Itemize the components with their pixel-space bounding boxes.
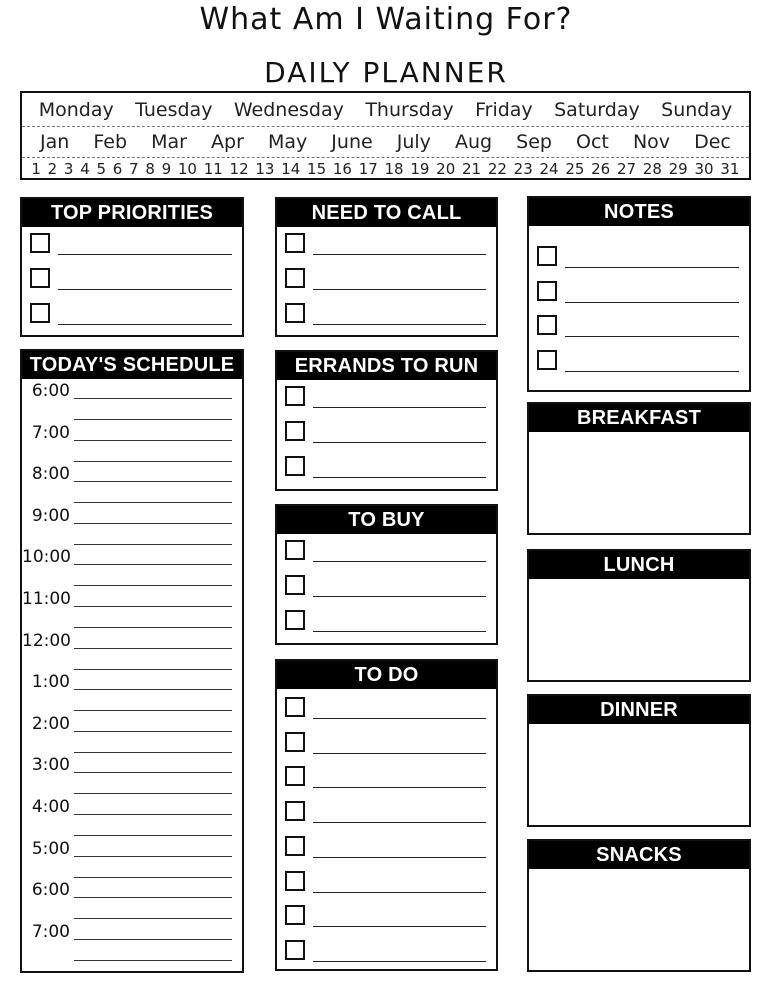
to-buy-header: TO BUY (277, 506, 496, 534)
checkbox[interactable] (285, 540, 305, 560)
date-option[interactable]: 23 (513, 160, 533, 178)
page-subtitle: DAILY PLANNER (264, 56, 508, 89)
date-option[interactable]: 3 (63, 160, 74, 178)
checklist-item (537, 315, 739, 339)
schedule-line[interactable] (74, 523, 232, 524)
checklist-item (285, 940, 486, 964)
lunch-panel (527, 549, 751, 682)
schedule-half-line[interactable] (74, 544, 232, 545)
checkbox[interactable] (537, 246, 557, 266)
schedule-time: 7:00 (31, 422, 70, 443)
schedule-time: 8:00 (31, 464, 70, 485)
write-in-line[interactable] (313, 857, 486, 858)
month-option[interactable]: Jan (40, 131, 70, 153)
checkbox[interactable] (285, 732, 305, 752)
checkbox[interactable] (285, 303, 305, 323)
schedule-half-line[interactable] (74, 627, 232, 628)
month-option[interactable]: May (267, 131, 308, 153)
date-option[interactable]: 31 (720, 160, 740, 178)
snacks-panel (527, 839, 751, 972)
checklist-item (285, 905, 486, 929)
lunch-header: LUNCH (529, 551, 749, 579)
write-in-line[interactable] (58, 254, 232, 255)
write-in-line[interactable] (313, 631, 486, 632)
write-in-line[interactable] (313, 477, 486, 478)
checklist-item (285, 610, 486, 634)
checklist-item (285, 697, 486, 721)
month-option[interactable]: Nov (632, 131, 671, 153)
schedule-half-line[interactable] (74, 960, 232, 961)
checkbox[interactable] (285, 421, 305, 441)
date-number-row (22, 158, 749, 180)
checklist-item (285, 801, 486, 825)
checkbox[interactable] (30, 233, 50, 253)
date-option[interactable]: 9 (161, 160, 172, 178)
checklist-item (285, 575, 486, 599)
schedule-line[interactable] (74, 772, 232, 773)
month-row (22, 127, 749, 158)
checklist-item (537, 350, 739, 374)
date-option[interactable]: 17 (358, 160, 378, 178)
date-option[interactable]: 21 (462, 160, 482, 178)
schedule-time: 5:00 (31, 838, 70, 859)
schedule-line[interactable] (74, 481, 232, 482)
schedule-half-line[interactable] (74, 752, 232, 753)
write-in-line[interactable] (313, 892, 486, 893)
write-in-line[interactable] (313, 289, 486, 290)
dinner-panel (527, 694, 751, 827)
schedule-half-line[interactable] (74, 461, 232, 462)
checkbox[interactable] (285, 575, 305, 595)
schedule-half-line[interactable] (74, 710, 232, 711)
date-option[interactable]: 19 (410, 160, 430, 178)
month-option[interactable]: Mar (151, 131, 187, 153)
write-in-line[interactable] (313, 787, 486, 788)
top-priorities-panel (20, 197, 244, 337)
date-option[interactable]: 25 (565, 160, 585, 178)
write-in-line[interactable] (565, 267, 739, 268)
month-option[interactable]: Aug (454, 131, 493, 153)
checkbox[interactable] (285, 766, 305, 786)
date-option[interactable]: 16 (332, 160, 352, 178)
day-option[interactable]: Friday (475, 98, 533, 121)
checkbox[interactable] (30, 303, 50, 323)
schedule-time: 3:00 (31, 755, 70, 776)
to-do-panel (275, 659, 498, 971)
month-option[interactable]: Sep (516, 131, 552, 153)
errands-to-run-header: ERRANDS TO RUN (277, 352, 496, 380)
checklist-item (285, 233, 486, 257)
day-option[interactable]: Monday (38, 98, 114, 121)
write-in-line[interactable] (58, 289, 232, 290)
checklist-item (285, 766, 486, 790)
month-option[interactable]: Apr (211, 131, 244, 153)
need-to-call-panel (275, 197, 498, 337)
schedule-line[interactable] (74, 648, 232, 649)
checklist-item (285, 871, 486, 895)
schedule-half-line[interactable] (74, 502, 232, 503)
schedule-time: 6:00 (31, 381, 70, 401)
write-in-line[interactable] (313, 822, 486, 823)
checklist-item (30, 303, 232, 327)
schedule-time: 9:00 (31, 505, 70, 526)
todays-schedule-header: TODAY'S SCHEDULE (22, 351, 242, 379)
date-option[interactable]: 13 (255, 160, 275, 178)
schedule-half-line[interactable] (74, 793, 232, 794)
schedule-half-line[interactable] (74, 669, 232, 670)
checklist-item (285, 836, 486, 860)
day-option[interactable]: Wednesday (233, 98, 344, 121)
notes-panel (527, 196, 751, 392)
checklist-item (30, 233, 232, 257)
to-do-header: TO DO (277, 661, 496, 689)
write-in-line[interactable] (313, 561, 486, 562)
date-option[interactable]: 22 (487, 160, 507, 178)
checklist-item (285, 732, 486, 756)
schedule-time: 7:00 (31, 921, 70, 942)
checklist-item (30, 268, 232, 292)
checklist-item (285, 386, 486, 410)
checkbox[interactable] (285, 905, 305, 925)
date-option[interactable]: 4 (80, 160, 90, 178)
schedule-line[interactable] (74, 814, 232, 815)
date-option[interactable]: 29 (668, 160, 688, 178)
write-in-line[interactable] (313, 596, 486, 597)
date-option[interactable]: 15 (307, 160, 327, 178)
checklist-item (285, 268, 486, 292)
write-in-line[interactable] (313, 254, 486, 255)
schedule-line[interactable] (74, 856, 232, 857)
write-in-line[interactable] (313, 324, 486, 325)
schedule-time: 6:00 (31, 880, 70, 901)
date-option[interactable]: 8 (145, 160, 155, 178)
write-in-line[interactable] (313, 961, 486, 962)
page-title: What Am I Waiting For? (199, 2, 573, 37)
checklist-item (285, 421, 486, 445)
checkbox[interactable] (537, 350, 557, 370)
todays-schedule-panel (20, 349, 244, 973)
checklist-item (285, 540, 486, 564)
schedule-half-line[interactable] (74, 877, 232, 878)
month-option[interactable]: Feb (93, 131, 128, 153)
top-priorities-header: TOP PRIORITIES (22, 199, 242, 227)
date-option[interactable]: 2 (47, 160, 58, 178)
schedule-line[interactable] (74, 564, 232, 565)
checkbox[interactable] (285, 697, 305, 717)
checkbox[interactable] (537, 315, 557, 335)
day-option[interactable]: Thursday (365, 98, 454, 121)
schedule-time: 12:00 (22, 630, 71, 651)
breakfast-header: BREAKFAST (529, 404, 749, 432)
month-option[interactable]: Oct (576, 131, 609, 153)
write-in-line[interactable] (313, 407, 486, 408)
checkbox[interactable] (537, 281, 557, 301)
write-in-line[interactable] (313, 718, 486, 719)
date-option[interactable]: 11 (203, 160, 223, 178)
schedule-half-line[interactable] (74, 419, 232, 420)
checklist-item (537, 246, 739, 270)
date-option[interactable]: 30 (694, 160, 714, 178)
date-option[interactable]: 26 (591, 160, 611, 178)
snacks-header: SNACKS (529, 841, 749, 869)
month-option[interactable]: June (331, 131, 373, 153)
to-buy-panel (275, 504, 498, 645)
schedule-time: 11:00 (22, 589, 71, 609)
date-selector (20, 91, 751, 180)
checklist-item (285, 303, 486, 327)
schedule-line[interactable] (74, 606, 232, 607)
date-option[interactable]: 12 (229, 160, 249, 178)
day-option[interactable]: Tuesday (135, 98, 213, 121)
breakfast-panel (527, 402, 751, 535)
schedule-line[interactable] (74, 689, 232, 690)
date-option[interactable]: 18 (384, 160, 404, 178)
date-option[interactable]: 27 (616, 160, 637, 178)
schedule-line[interactable] (74, 897, 232, 898)
schedule-line[interactable] (74, 939, 232, 940)
checklist-item (537, 281, 739, 305)
day-row (22, 93, 749, 127)
date-option[interactable]: 24 (539, 160, 559, 178)
date-option[interactable]: 14 (281, 160, 301, 178)
checkbox[interactable] (285, 940, 305, 960)
schedule-half-line[interactable] (74, 918, 232, 919)
date-option[interactable]: 1 (31, 160, 41, 178)
schedule-half-line[interactable] (74, 835, 232, 836)
month-option[interactable]: Dec (694, 131, 731, 153)
checkbox[interactable] (285, 386, 305, 406)
checklist-item (285, 456, 486, 480)
checkbox[interactable] (285, 233, 305, 253)
write-in-line[interactable] (313, 926, 486, 927)
day-option[interactable]: Sunday (661, 98, 733, 121)
date-option[interactable]: 10 (177, 160, 197, 178)
schedule-line[interactable] (74, 731, 232, 732)
date-option[interactable]: 5 (96, 160, 107, 178)
need-to-call-header: NEED TO CALL (277, 199, 496, 227)
date-option[interactable]: 28 (642, 160, 662, 178)
checkbox[interactable] (285, 801, 305, 821)
errands-to-run-panel (275, 350, 498, 491)
write-in-line[interactable] (565, 336, 739, 337)
schedule-time: 2:00 (31, 713, 70, 734)
write-in-line[interactable] (313, 753, 486, 754)
checkbox[interactable] (285, 610, 305, 630)
date-option[interactable]: 20 (436, 160, 456, 178)
write-in-line[interactable] (565, 371, 739, 372)
write-in-line[interactable] (313, 442, 486, 443)
schedule-time: 10:00 (22, 547, 71, 568)
dinner-header: DINNER (529, 696, 749, 724)
schedule-line[interactable] (74, 440, 232, 441)
schedule-time: 1:00 (31, 672, 70, 693)
month-option[interactable]: July (396, 131, 431, 153)
checkbox[interactable] (30, 268, 50, 288)
checkbox[interactable] (285, 871, 305, 891)
date-option[interactable]: 7 (129, 160, 139, 178)
notes-header: NOTES (529, 198, 749, 226)
schedule-half-line[interactable] (74, 585, 232, 586)
date-option[interactable]: 6 (112, 160, 123, 178)
schedule-line[interactable] (74, 398, 232, 399)
checkbox[interactable] (285, 268, 305, 288)
write-in-line[interactable] (58, 324, 232, 325)
checkbox[interactable] (285, 836, 305, 856)
schedule-time: 4:00 (31, 797, 70, 817)
write-in-line[interactable] (565, 302, 739, 303)
day-option[interactable]: Saturday (554, 98, 640, 121)
checkbox[interactable] (285, 456, 305, 476)
